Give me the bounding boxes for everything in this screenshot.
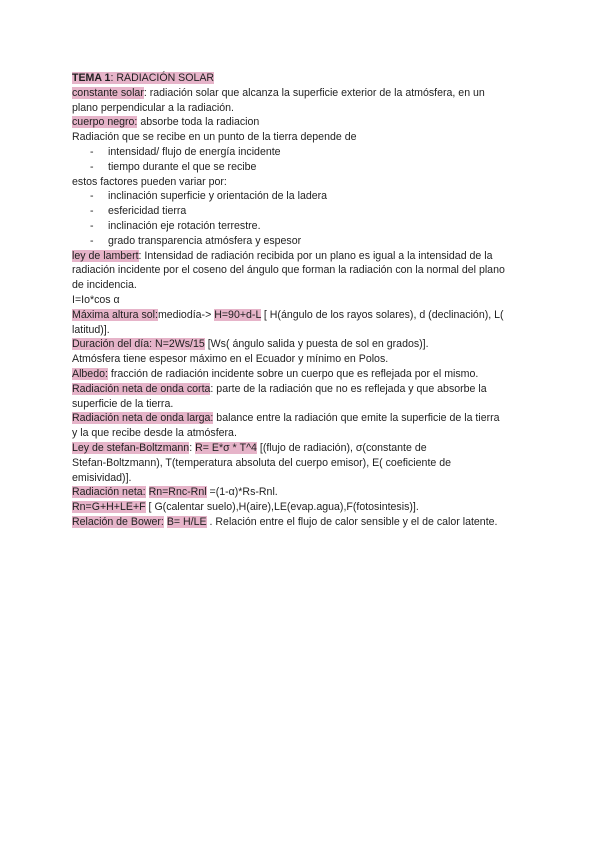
- dash-marker: -: [90, 190, 94, 203]
- term-albedo: Albedo:: [72, 367, 108, 380]
- corta-text: : parte de la radiación que no es reflejada y que absorbe la: [210, 382, 487, 395]
- balance-formula: Rn=G+H+LE+F: [72, 501, 146, 514]
- list-item: [72, 234, 528, 249]
- term-cuerpo-negro: cuerpo negro:: [72, 116, 138, 129]
- term-onda-larga: Radiación neta de onda larga:: [72, 412, 214, 425]
- dash-marker: -: [90, 234, 94, 247]
- list-item: [72, 219, 528, 234]
- lambert-text: : Intensidad de radiación recibida por un plano es igual a la intensidad de la: [138, 249, 493, 262]
- balance-line: [72, 500, 528, 515]
- neta-formula: Rn=Rnc-Rnl: [148, 486, 207, 499]
- lambert-line-2: radiación incidente por el coseno del ángulo que forman la radiación con la normal del plano: [72, 264, 505, 277]
- term-constante-solar: constante solar: [72, 86, 144, 99]
- list-item-text: inclinación superficie y orientación de la ladera: [108, 190, 328, 203]
- list-item-text: esfericidad tierra: [108, 205, 187, 218]
- page-title: [72, 71, 528, 86]
- stefan-sep: :: [189, 441, 196, 454]
- albedo-text: fracción de radiación incidente sobre un cuerpo que es reflejada por el mismo.: [107, 367, 479, 380]
- factores-intro: estos factores pueden variar por:: [72, 175, 227, 188]
- dash-marker: -: [90, 219, 94, 232]
- balance-text: [ G(calentar suelo),H(aire),LE(evap.agua),F(fotosintesis)].: [145, 501, 419, 514]
- maxima-text: mediodía->: [157, 308, 215, 321]
- notes-body: [72, 71, 528, 530]
- term-onda-corta: Radiación neta de onda corta: [72, 382, 211, 395]
- constante-line-2: plano perpendicular a la radiación.: [72, 101, 234, 114]
- list-item: [72, 160, 528, 175]
- cuerpo-text: absorbe toda la radiacion: [137, 116, 260, 129]
- dash-marker: -: [90, 160, 94, 173]
- atmosfera-line: Atmósfera tiene espesor máximo en el Ecuador y mínimo en Polos.: [72, 353, 389, 366]
- constante-text: : radiación solar que alcanza la superficie exterior de la atmósfera, en un: [143, 86, 485, 99]
- lambert-line-3: de incidencia.: [72, 279, 137, 292]
- larga-line-2: y la que recibe desde la atmósfera.: [72, 427, 237, 440]
- larga-text: balance entre la radiación que emite la superficie de la tierra: [213, 412, 500, 425]
- title-strong: TEMA 1: [72, 72, 111, 84]
- dash-marker: -: [90, 205, 94, 218]
- stefan-text: [(flujo de radiación), σ(constante de: [256, 441, 427, 454]
- dash-marker: -: [90, 145, 94, 158]
- maxima-text-b: [ H(ángulo de los rayos solares), d (declinación), L(: [260, 308, 504, 321]
- term-duracion-dia: Duración del día:: [72, 338, 153, 351]
- larga-line: [72, 411, 528, 426]
- list-item: [72, 189, 528, 204]
- maxima-formula: H=90+d-L: [214, 308, 261, 321]
- bower-formula: B= H/LE: [166, 515, 207, 528]
- duracion-formula: N=2Ws/15: [152, 338, 205, 351]
- duracion-text: [Ws( ángulo salida y puesta de sol en grados)].: [204, 338, 429, 351]
- lambert-formula: I=Io*cos α: [72, 293, 120, 306]
- stefan-line-3: emisividad)].: [72, 471, 132, 484]
- term-relacion-bower: Relación de Bower:: [72, 515, 164, 528]
- bower-text: . Relación entre el flujo de calor sensible y el de calor latente.: [206, 515, 498, 528]
- corta-line-2: superficie de la tierra.: [72, 397, 174, 410]
- term-ley-lambert: ley de lambert: [72, 249, 139, 262]
- corta-line: [72, 382, 528, 397]
- list-item: [72, 145, 528, 160]
- neta-text: =(1-α)*Rs-Rnl.: [206, 486, 278, 499]
- bower-line: [72, 515, 528, 530]
- neta-line: [72, 485, 528, 500]
- duracion-line: [72, 337, 528, 352]
- stefan-line: [72, 441, 528, 456]
- stefan-line-2: Stefan-Boltzmann), T(temperatura absoluta del cuerpo emisor), E( coeficiente de: [72, 456, 452, 469]
- term-radiacion-neta: Radiación neta:: [72, 486, 146, 499]
- list-item: [72, 204, 528, 219]
- maxima-line: [72, 308, 528, 323]
- constante-line: [72, 86, 528, 101]
- lambert-line: [72, 249, 528, 264]
- list-item-text: inclinación eje rotación terrestre.: [108, 219, 261, 232]
- term-stefan-boltzmann: Ley de stefan-Boltzmann: [72, 441, 190, 454]
- stefan-formula: R= E*σ * T^4: [195, 441, 257, 454]
- title-rest: : RADIACIÓN SOLAR: [110, 72, 215, 84]
- list-item-text: grado transparencia atmósfera y espesor: [108, 234, 302, 247]
- depende-intro: Radiación que se recibe en un punto de la tierra depende de: [72, 131, 357, 144]
- list-item-text: intensidad/ flujo de energía incidente: [108, 145, 281, 158]
- maxima-line-2: latitud)].: [72, 323, 110, 336]
- cuerpo-line: [72, 115, 528, 130]
- list-item-text: tiempo durante el que se recibe: [108, 160, 257, 173]
- albedo-line: [72, 367, 528, 382]
- term-maxima-altura: Máxima altura sol:: [72, 308, 158, 321]
